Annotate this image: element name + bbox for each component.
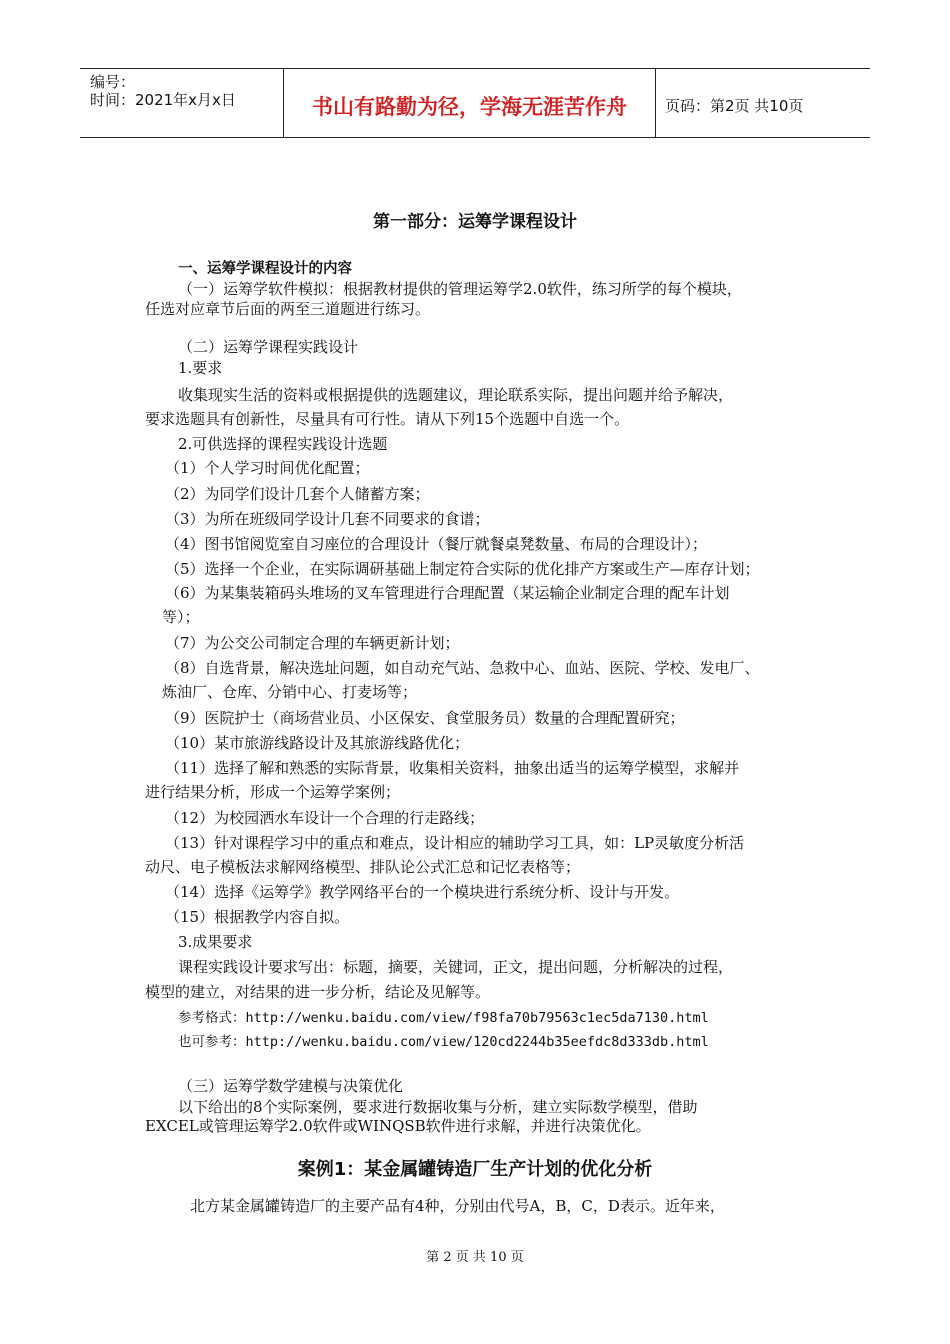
list-item: （7）为公交公司制定合理的车辆更新计划； xyxy=(165,634,460,652)
paragraph-line: EXCEL或管理运筹学2.0软件或WINQSB软件进行求解，并进行决策优化。 xyxy=(145,1117,651,1135)
paragraph-line: 以下给出的8个实际案例，要求进行数据收集与分析，建立实际数学模型，借助 xyxy=(178,1098,698,1116)
list-item: 动尺、电子模板法求解网络模型、排队论公式汇总和记忆表格等； xyxy=(145,858,581,876)
document-header xyxy=(80,68,870,138)
paragraph-line: 模型的建立，对结果的进一步分析，结论及见解等。 xyxy=(145,983,491,1001)
paragraph-line: 课程实践设计要求写出：标题，摘要，关键词，正文，提出问题，分析解决的过程， xyxy=(178,958,734,976)
subsection-heading: 3.成果要求 xyxy=(178,933,253,951)
list-item: （6）为某集装箱码头堆场的叉车管理进行合理配置（某运输企业制定合理的配车计划 xyxy=(165,584,730,602)
header-motto: 书山有路勤为径，学海无涯苦作舟 xyxy=(312,95,627,119)
paragraph-line: 收集现实生活的资料或根据提供的选题建议，理论联系实际，提出问题并给予解决， xyxy=(178,386,734,404)
list-item: （1）个人学习时间优化配置； xyxy=(165,459,370,477)
document-date-label: 时间：2021年x月x日 xyxy=(90,91,236,109)
page-footer: 第 2 页 共 10 页 xyxy=(426,1250,524,1265)
list-item: （12）为校园洒水车设计一个合理的行走路线； xyxy=(165,809,485,827)
list-item: （13）针对课程学习中的重点和难点，设计相应的辅助学习工具，如：LP灵敏度分析活 xyxy=(165,834,745,852)
paragraph-line: （一）运筹学软件模拟：根据教材提供的管理运筹学2.0软件，练习所学的每个模块， xyxy=(178,280,742,298)
paragraph-line: 北方某金属罐铸造厂的主要产品有4种，分别由代号A，B，C，D表示。近年来， xyxy=(190,1197,725,1215)
reference-link: 参考格式：http://wenku.baidu.com/view/f98fa70b79563c1ec5da7130.html xyxy=(178,1010,709,1026)
subsection-heading: 2.可供选择的课程实践设计选题 xyxy=(178,435,388,453)
paragraph-line: 任选对应章节后面的两至三道题进行练习。 xyxy=(145,300,431,318)
document-number-label: 编号： xyxy=(90,73,136,91)
subsection-heading: （二）运筹学课程实践设计 xyxy=(178,338,359,356)
list-item: （3）为所在班级同学设计几套不同要求的食谱； xyxy=(165,510,490,528)
subsection-heading: 1.要求 xyxy=(178,359,223,377)
list-item: （11）选择了解和熟悉的实际背景，收集相关资料，抽象出适当的运筹学模型，求解并 xyxy=(165,759,740,777)
list-item: （14）选择《运筹学》教学网络平台的一个模块进行系统分析、设计与开发。 xyxy=(165,883,680,901)
paragraph-line: 要求选题具有创新性，尽量具有可行性。请从下列15个选题中自选一个。 xyxy=(145,410,630,428)
reference-link: 也可参考：http://wenku.baidu.com/view/120cd2244b35eefdc8d333db.html xyxy=(178,1034,709,1050)
list-item: （10）某市旅游线路设计及其旅游线路优化； xyxy=(165,734,470,752)
list-item: （9）医院护士（商场营业员、小区保安、食堂服务员）数量的合理配置研究； xyxy=(165,709,685,727)
header-page-code: 页码：第2页 共10页 xyxy=(665,97,804,115)
list-item: （2）为同学们设计几套个人储蓄方案； xyxy=(165,485,430,503)
section-heading: 一、运筹学课程设计的内容 xyxy=(178,261,352,277)
list-item: 炼油厂、仓库、分销中心、打麦场等； xyxy=(162,683,418,701)
list-item: （5）选择一个企业，在实际调研基础上制定符合实际的优化排产方案或生产—库存计划； xyxy=(165,560,760,578)
list-item: （4）图书馆阅览室自习座位的合理设计（餐厅就餐桌凳数量、布局的合理设计）； xyxy=(165,535,708,553)
list-item: 进行结果分析，形成一个运筹学案例； xyxy=(145,783,401,801)
header-divider xyxy=(655,69,656,137)
part-title: 第一部分：运筹学课程设计 xyxy=(373,212,577,232)
subsection-heading: （三）运筹学数学建模与决策优化 xyxy=(178,1077,404,1095)
case-title: 案例1：某金属罐铸造厂生产计划的优化分析 xyxy=(297,1159,653,1180)
list-item: （15）根据教学内容自拟。 xyxy=(165,908,350,926)
list-item: 等）； xyxy=(162,608,200,626)
list-item: （8）自选背景，解决选址问题，如自动充气站、急救中心、血站、医院、学校、发电厂、 xyxy=(165,659,760,677)
